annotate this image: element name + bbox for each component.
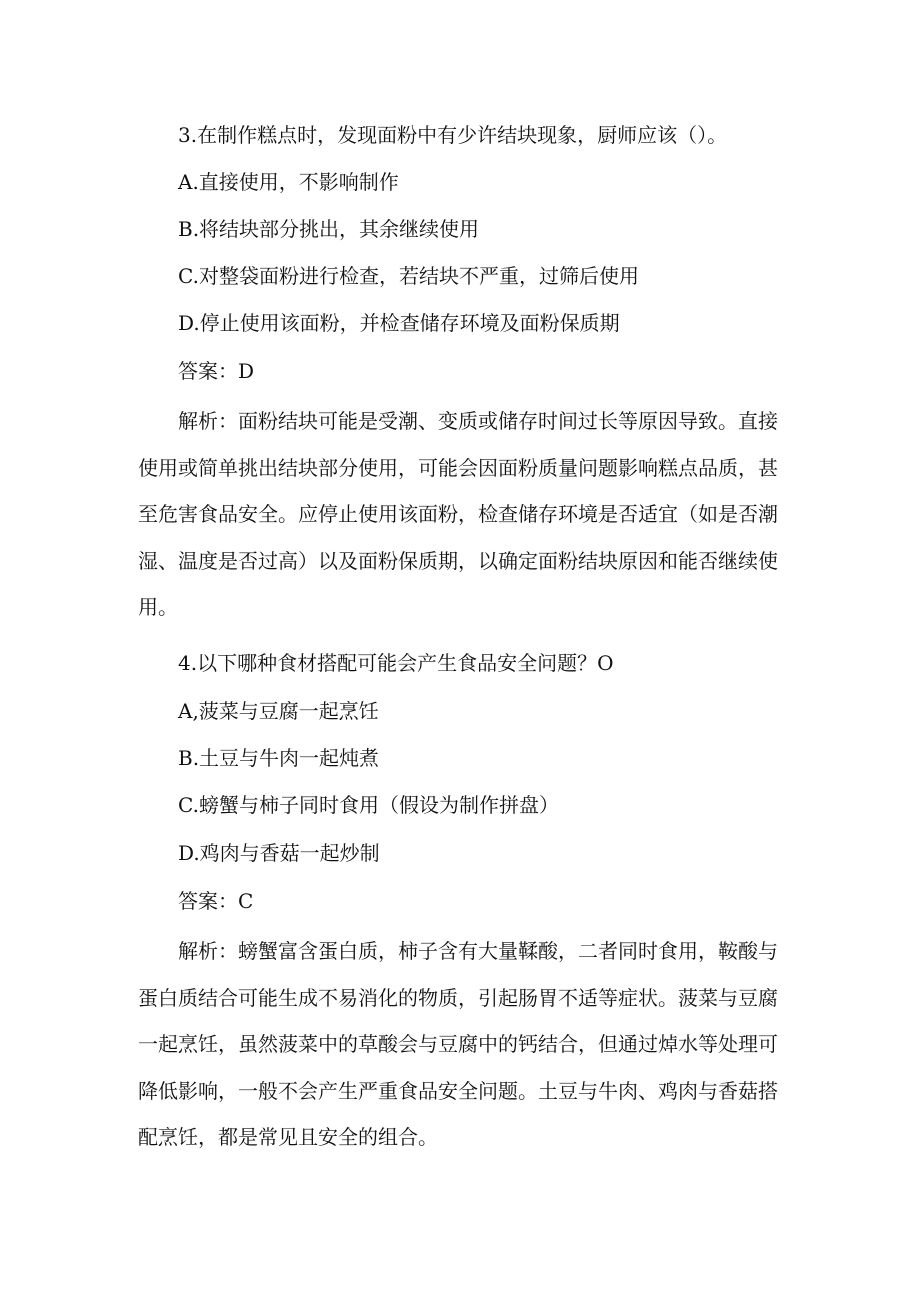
question-4-answer: 答案：C bbox=[178, 889, 254, 913]
question-3-option-c: C.对整袋面粉进行检查，若结块不严重，过筛后使用 bbox=[178, 264, 639, 288]
analysis-line: 湿、温度是否过高）以及面粉保质期，以确定面粉结块原因和能否继续使 bbox=[138, 548, 778, 573]
question-4-analysis bbox=[138, 928, 786, 1161]
analysis-line: 解析：螃蟹富含蛋白质，柿子含有大量鞣酸，二者同时食用，鞍酸与 bbox=[178, 939, 778, 963]
analysis-line: 蛋白质结合可能生成不易消化的物质，引起肠胃不适等症状。菠菜与豆腐 bbox=[138, 985, 778, 1010]
analysis-line: 配烹饪，都是常见且安全的组合。 bbox=[138, 1125, 438, 1150]
question-3-option-d: D.停止使用该面粉，并检查储存环境及面粉保质期 bbox=[178, 311, 620, 335]
analysis-line: 用。 bbox=[138, 595, 178, 620]
question-4-option-b: B.土豆与牛肉一起炖煮 bbox=[178, 746, 380, 770]
question-3-option-a: A.直接使用，不影响制作 bbox=[178, 170, 399, 194]
analysis-line: 一起烹饪，虽然菠菜中的草酸会与豆腐中的钙结合，但通过焯水等处理可 bbox=[138, 1032, 778, 1057]
analysis-line: 降低影响，一般不会产生严重食品安全问题。土豆与牛肉、鸡肉与香菇搭 bbox=[138, 1078, 778, 1103]
question-4-option-a: A,菠菜与豆腐一起烹饪 bbox=[178, 699, 379, 723]
question-3-text: 3.在制作糕点时，发现面粉中有少许结块现象，厨师应该（）。 bbox=[178, 123, 728, 147]
question-3-option-b: B.将结块部分挑出，其余继续使用 bbox=[178, 217, 480, 241]
question-3-analysis bbox=[138, 398, 786, 631]
question-4-option-d: D.鸡肉与香菇一起炒制 bbox=[178, 841, 380, 865]
analysis-line: 解析：面粉结块可能是受潮、变质或储存时间过长等原因导致。直接 bbox=[178, 409, 778, 433]
analysis-line: 使用或简单挑出结块部分使用，可能会因面粉质量问题影响糕点品质，甚 bbox=[138, 455, 778, 480]
question-4-option-c: C.螃蟹与柿子同时食用（假设为制作拼盘） bbox=[178, 793, 559, 817]
question-3-answer: 答案：D bbox=[178, 359, 255, 383]
analysis-line: 至危害食品安全。应停止使用该面粉，检查储存环境是否适宜（如是否潮 bbox=[138, 502, 778, 527]
question-4-text: 4.以下哪种食材搭配可能会产生食品安全问题？O bbox=[178, 651, 614, 675]
